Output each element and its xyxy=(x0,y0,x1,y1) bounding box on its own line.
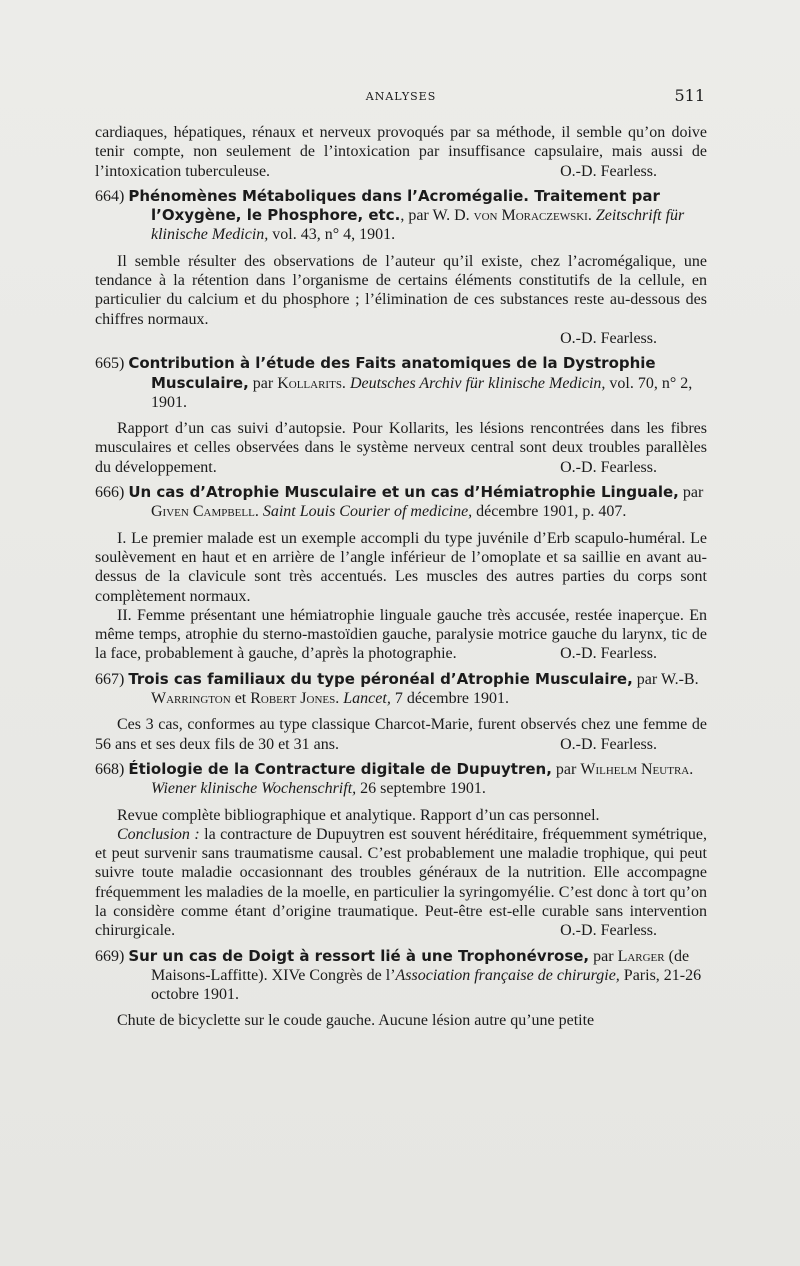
entry-signature: O.-D. Fearless. xyxy=(560,922,657,940)
entry-heading xyxy=(95,187,707,245)
entry-body-1: I. Le premier malade est un exemple accompli du type juvénile d’Erb scapulo-huméral. Le soulèvement en haut et en arrière de l’angle inférieur de l’omoplate et sa saillie en avant au-dessus de la clavicule sont très accentués. Les muscles des autres parties du corps sont complètement normaux. xyxy=(95,529,707,605)
entry-reference: vol. 70, n° 2, 1901. xyxy=(151,374,693,411)
page-number: 511 xyxy=(674,86,705,105)
entry-reference: Paris, 21-26 octobre 1901. xyxy=(151,966,702,1004)
page-header xyxy=(95,86,707,108)
entry-669 xyxy=(95,947,707,1031)
entry-reference: 26 septembre 1901. xyxy=(360,780,486,798)
entry-667 xyxy=(95,670,707,754)
entry-title: Étiologie de la Contracture digitale de Dupuytren, xyxy=(128,759,552,778)
entry-by: par xyxy=(555,760,577,778)
intro-body: cardiaques, hépatiques, rénaux et nerveux provoqués par sa méthode, il semble qu’on doive tenir compte, non seulement de l’intoxication par insuffisance capsulaire, mais aussi de l’intoxication tuberculeuse. xyxy=(95,124,707,180)
entry-by: par xyxy=(252,374,274,392)
entry-body-2: II. Femme présentant une hémiatrophie linguale gauche très accusée, restée inaperçue. En même temps, atrophie du sterno-mastoïdien gauche, paralysie motrice gauche du larynx, tic de la face, probablement à gauche, d’après la photographie. xyxy=(95,606,707,663)
entry-body: Ces 3 cas, conformes au type classique Charcot-Marie, furent observés chez une femme de 56 ans et ses deux fils de 30 et 31 ans. xyxy=(95,716,707,753)
entry-author: Wilhelm Neutra. xyxy=(580,760,694,778)
entry-author: Warrington xyxy=(151,690,231,708)
page-content xyxy=(95,123,707,1031)
entry-reference: 7 décembre 1901. xyxy=(394,690,509,708)
entry-signature: O.-D. Fearless. xyxy=(560,645,657,663)
entry-by: par xyxy=(682,484,704,502)
entry-author: Larger xyxy=(617,947,665,965)
entry-body: Il semble résulter des observations de l’auteur qu’il existe, chez l’acromégalique, une tendance à la rétention dans l’organisme de certains éléments constitutifs de la cellule, en particulier du calcium et du phosphore ; l’élimination de ces substances reste au-dessous des chiffres normaux. xyxy=(95,252,707,328)
entry-title: Phénomènes Métaboliques dans l’Acromégalie. Traitement par l’Oxygène, le Phosphore, etc. xyxy=(128,186,660,225)
entry-author: von Moraczewski. xyxy=(473,207,592,225)
entry-journal: Association française de chirurgie, xyxy=(395,966,620,984)
entry-title: Contribution à l’étude des Faits anatomiques de la Dystrophie Musculaire, xyxy=(128,354,656,392)
entry-title: Trois cas familiaux du type péronéal d’Atrophie Musculaire, xyxy=(128,669,633,688)
entry-668 xyxy=(95,760,707,941)
entry-heading xyxy=(95,760,707,799)
entry-number: 665) xyxy=(95,355,125,373)
entry-number: 669) xyxy=(95,947,125,965)
entry-author-2: Robert Jones. xyxy=(250,690,340,708)
entry-signature: O.-D. Fearless. xyxy=(560,458,657,476)
entry-664 xyxy=(95,187,707,348)
entry-journal: Deutsches Archiv für klinische Medicin, xyxy=(349,374,606,392)
entry-by: , par W. D. xyxy=(400,207,470,225)
entry-title: Sur un cas de Doigt à ressort lié à une Trophonévrose, xyxy=(128,946,590,965)
entry-signature: O.-D. Fearless. xyxy=(560,735,657,753)
entry-heading xyxy=(95,670,707,709)
entry-reference: vol. 43, n° 4, 1901. xyxy=(272,226,396,244)
entry-journal: Saint Louis Courier of medicine, xyxy=(262,503,473,521)
entry-and: et xyxy=(234,690,247,708)
entry-body-1: Revue complète bibliographique et analytique. Rapport d’un cas personnel. xyxy=(117,806,600,824)
entry-by: par xyxy=(593,947,614,965)
entry-journal: Lancet, xyxy=(343,690,391,708)
entry-title: Un cas d’Atrophie Musculaire et un cas d’Hémiatrophie Linguale, xyxy=(128,483,679,502)
entry-number: 668) xyxy=(95,760,125,778)
entry-number: 667) xyxy=(95,670,125,688)
entry-body-text: Rapport d’un cas suivi d’autopsie. Pour Kollarits, les lésions rencontrées dans les fibres musculaires et celles observées dans le système nerveux central sont deux troubles parallèles du développement. xyxy=(95,420,707,476)
running-title: ANALYSES xyxy=(365,90,437,103)
entry-author: Kollarits. xyxy=(277,374,346,392)
intro-signature: O.-D. Fearless. xyxy=(560,162,657,180)
entry-heading xyxy=(95,947,707,1005)
entry-journal: Zeitschrift für klinische Medicin, xyxy=(151,207,685,244)
entry-body: Chute de bicyclette sur le coude gauche. Aucune lésion autre qu’une petite xyxy=(117,1012,595,1030)
conclusion-text: la contracture de Dupuytren est souvent héréditaire, fréquemment symétrique, et peut survenir sans traumatisme causal. C’est probablement une maladie trophique, qui peut suivre toute maladie occasionnant des troubles généraux de la nutrition. Elle accompagne fréquemment les maladies de la moelle, en particulier la syringomyélie. C’est donc à tort qu’on la considère comme étant d’origine traumatique. Peut-être est-elle curable sans intervention chirurgicale. xyxy=(95,825,708,940)
entry-665 xyxy=(95,354,707,477)
entry-number: 664) xyxy=(95,187,125,205)
entry-heading xyxy=(95,483,707,522)
conclusion-label: Conclusion : xyxy=(117,825,200,843)
entry-journal: Wiener klinische Wochenschrift, xyxy=(151,780,357,798)
entry-signature: O.-D. Fearless. xyxy=(560,329,657,347)
entry-place: (de Maisons-Laffitte). XIVe Congrès de l’ xyxy=(151,947,690,984)
entry-heading xyxy=(95,354,707,412)
entry-author: Given Campbell. xyxy=(151,503,259,521)
entry-number: 666) xyxy=(95,484,125,502)
entry-666 xyxy=(95,483,707,664)
entry-reference: décembre 1901, p. 407. xyxy=(476,503,627,521)
entry-by: par W.-B. xyxy=(636,670,699,688)
